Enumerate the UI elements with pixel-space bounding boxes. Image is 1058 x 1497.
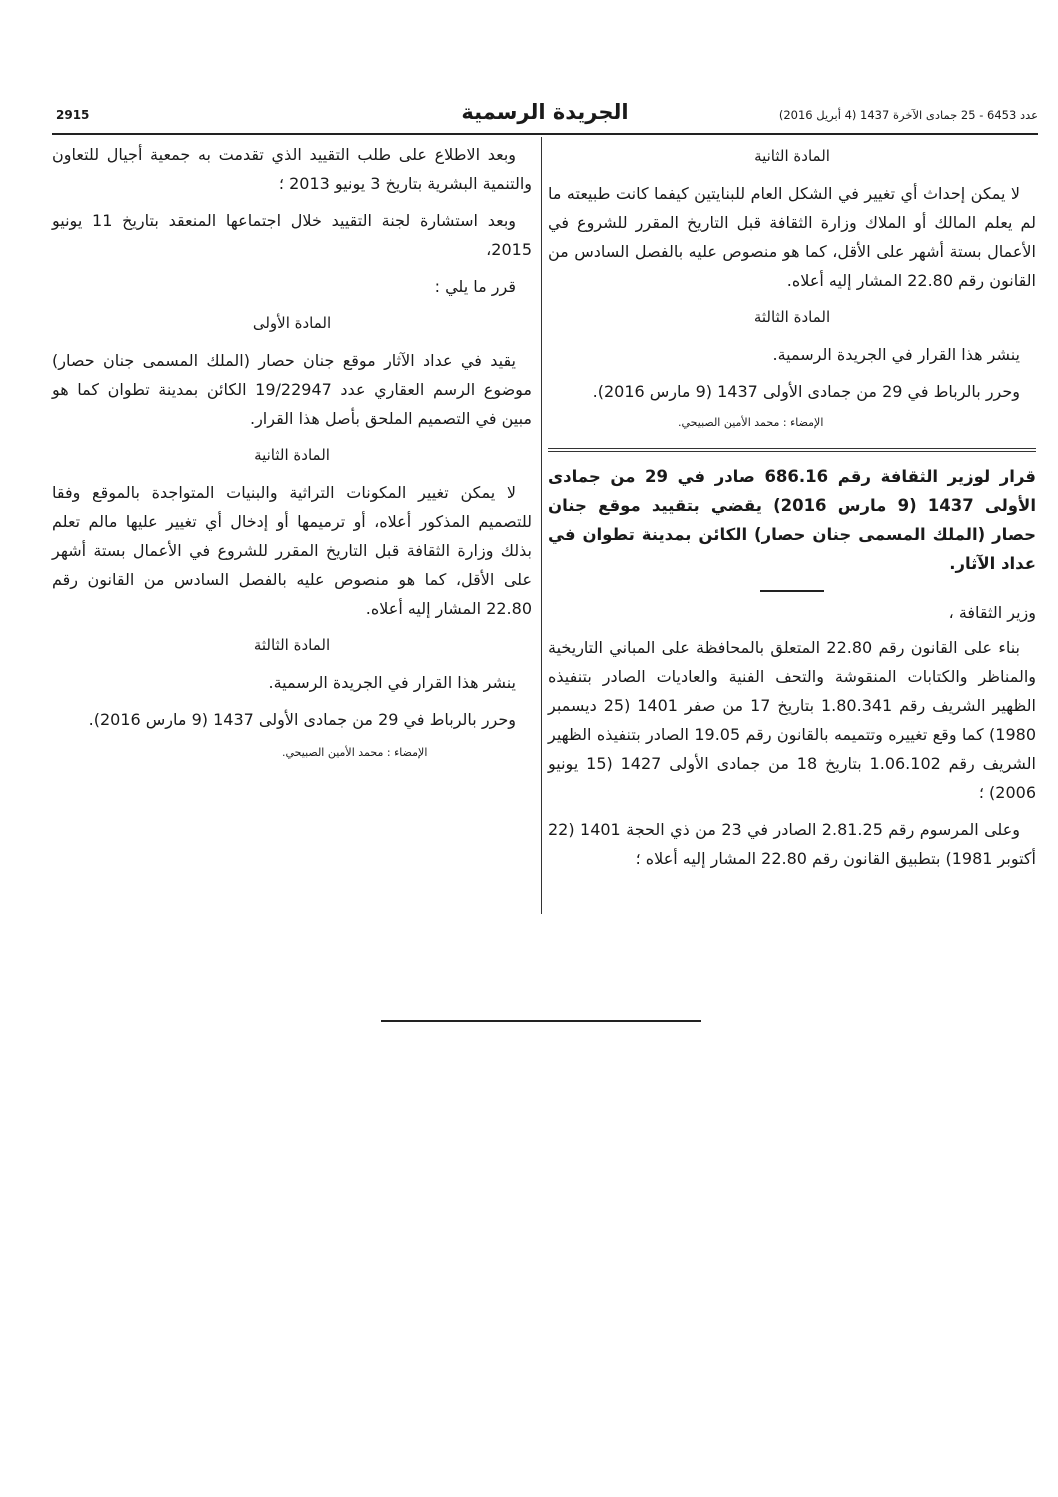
title-rule <box>760 590 824 592</box>
gazette-title: الجريدة الرسمية <box>461 100 629 124</box>
article-heading: المادة الثانية <box>254 446 330 464</box>
article-text: ينشر هذا القرار في الجريدة الرسمية. <box>772 345 1020 364</box>
issue-info: عدد 6453 - 25 جمادى الآخرة 1437 (4 أبريل 2016) <box>778 108 1038 122</box>
decree-title: قرار لوزير الثقافة رقم 686.16 صادر في 29 من جمادى الأولى 1437 (9 مارس 2016) يقضي بتقييد موقع جنان حصار (الملك المسمى جنان حصار) الكائن بمدينة تطوان في عداد الآثار. <box>548 467 1036 573</box>
column-divider <box>541 137 542 914</box>
article-heading: المادة الثالثة <box>753 308 831 326</box>
done-at-line: وحرر بالرباط في 29 من جمادى الأولى 1437 (9 مارس 2016). <box>592 382 1020 401</box>
preamble-request: وبعد الاطلاع على طلب التقييد الذي تقدمت به جمعية أجيال للتعاون والتنمية البشرية بتاريخ 3 يونيو 2013 ؛ <box>52 145 532 193</box>
end-rule <box>381 1020 701 1022</box>
article-text: لا يمكن إحداث أي تغيير في الشكل العام للبنايتين كيفما كانت طبيعته ما لم يعلم المالك أو الملاك وزارة الثقافة قبل التاريخ المقرر للشروع في الأعمال بستة أشهر على الأقل، كما هو منصوص عليه بالفصل السادس من القانون رقم 22.80 المشار إليه أعلاه. <box>548 184 1036 290</box>
article-heading: المادة الثالثة <box>253 636 331 654</box>
page-number: 2915 <box>56 108 90 122</box>
section-rule <box>548 448 1036 452</box>
header-rule <box>52 133 1038 135</box>
preamble-law: بناء على القانون رقم 22.80 المتعلق بالمحافظة على المباني التاريخية والمناظر والكتابات المنقوشة والتحف الفنية والعاديات الصادر بتنفيذه الظهير الشريف رقم 1.80.341 بتاريخ 17 من صفر 1401 (25 ديسمبر 1980) كما وقع تغييره وتتميمه بالقانون رقم 19.05 الصادر بتنفيذه الظهير الشريف رقم 1.06.102 بتاريخ 18 من جمادى الأولى 1427 (15 يونيو 2006) ؛ <box>548 638 1037 802</box>
article-heading: المادة الثانية <box>754 147 830 165</box>
decides-line: قرر ما يلي : <box>434 277 516 296</box>
article-text: ينشر هذا القرار في الجريدة الرسمية. <box>268 673 516 692</box>
minister-line: وزير الثقافة ، <box>948 603 1036 622</box>
article-text: يقيد في عداد الآثار موقع جنان حصار (الملك المسمى جنان حصار) موضوع الرسم العقاري عدد 19/22947 الكائن بمدينة تطوان كما هو مبين في التصميم الملحق بأصل هذا القرار. <box>52 351 533 428</box>
right-column <box>548 140 1036 881</box>
article-heading: المادة الأولى <box>252 314 332 332</box>
signature: الإمضاء : محمد الأمين الصبيحي. <box>678 416 824 429</box>
preamble-committee: وبعد استشارة لجنة التقييد خلال اجتماعها المنعقد بتاريخ 11 يونيو 2015، <box>52 211 532 259</box>
signature: الإمضاء : محمد الأمين الصبيحي. <box>282 746 428 759</box>
page-header <box>52 100 1038 130</box>
preamble-decree: وعلى المرسوم رقم 2.81.25 الصادر في 23 من ذي الحجة 1401 (22 أكتوبر 1981) بتطبيق القانون رقم 22.80 المشار إليه أعلاه ؛ <box>548 820 1036 868</box>
done-at-line: وحرر بالرباط في 29 من جمادى الأولى 1437 (9 مارس 2016). <box>88 710 516 729</box>
article-text: لا يمكن تغيير المكونات التراثية والبنيات المتواجدة بالموقع وفقا للتصميم المذكور أعلاه، أو ترميمها أو إدخال أي تغيير عليها مالم تعلم بذلك وزارة الثقافة قبل التاريخ المقرر للشروع في الأعمال بستة أشهر على الأقل، كما هو منصوص عليه بالفصل السادس من القانون رقم 22.80 المشار إليه أعلاه. <box>52 483 532 618</box>
left-column <box>52 140 532 762</box>
